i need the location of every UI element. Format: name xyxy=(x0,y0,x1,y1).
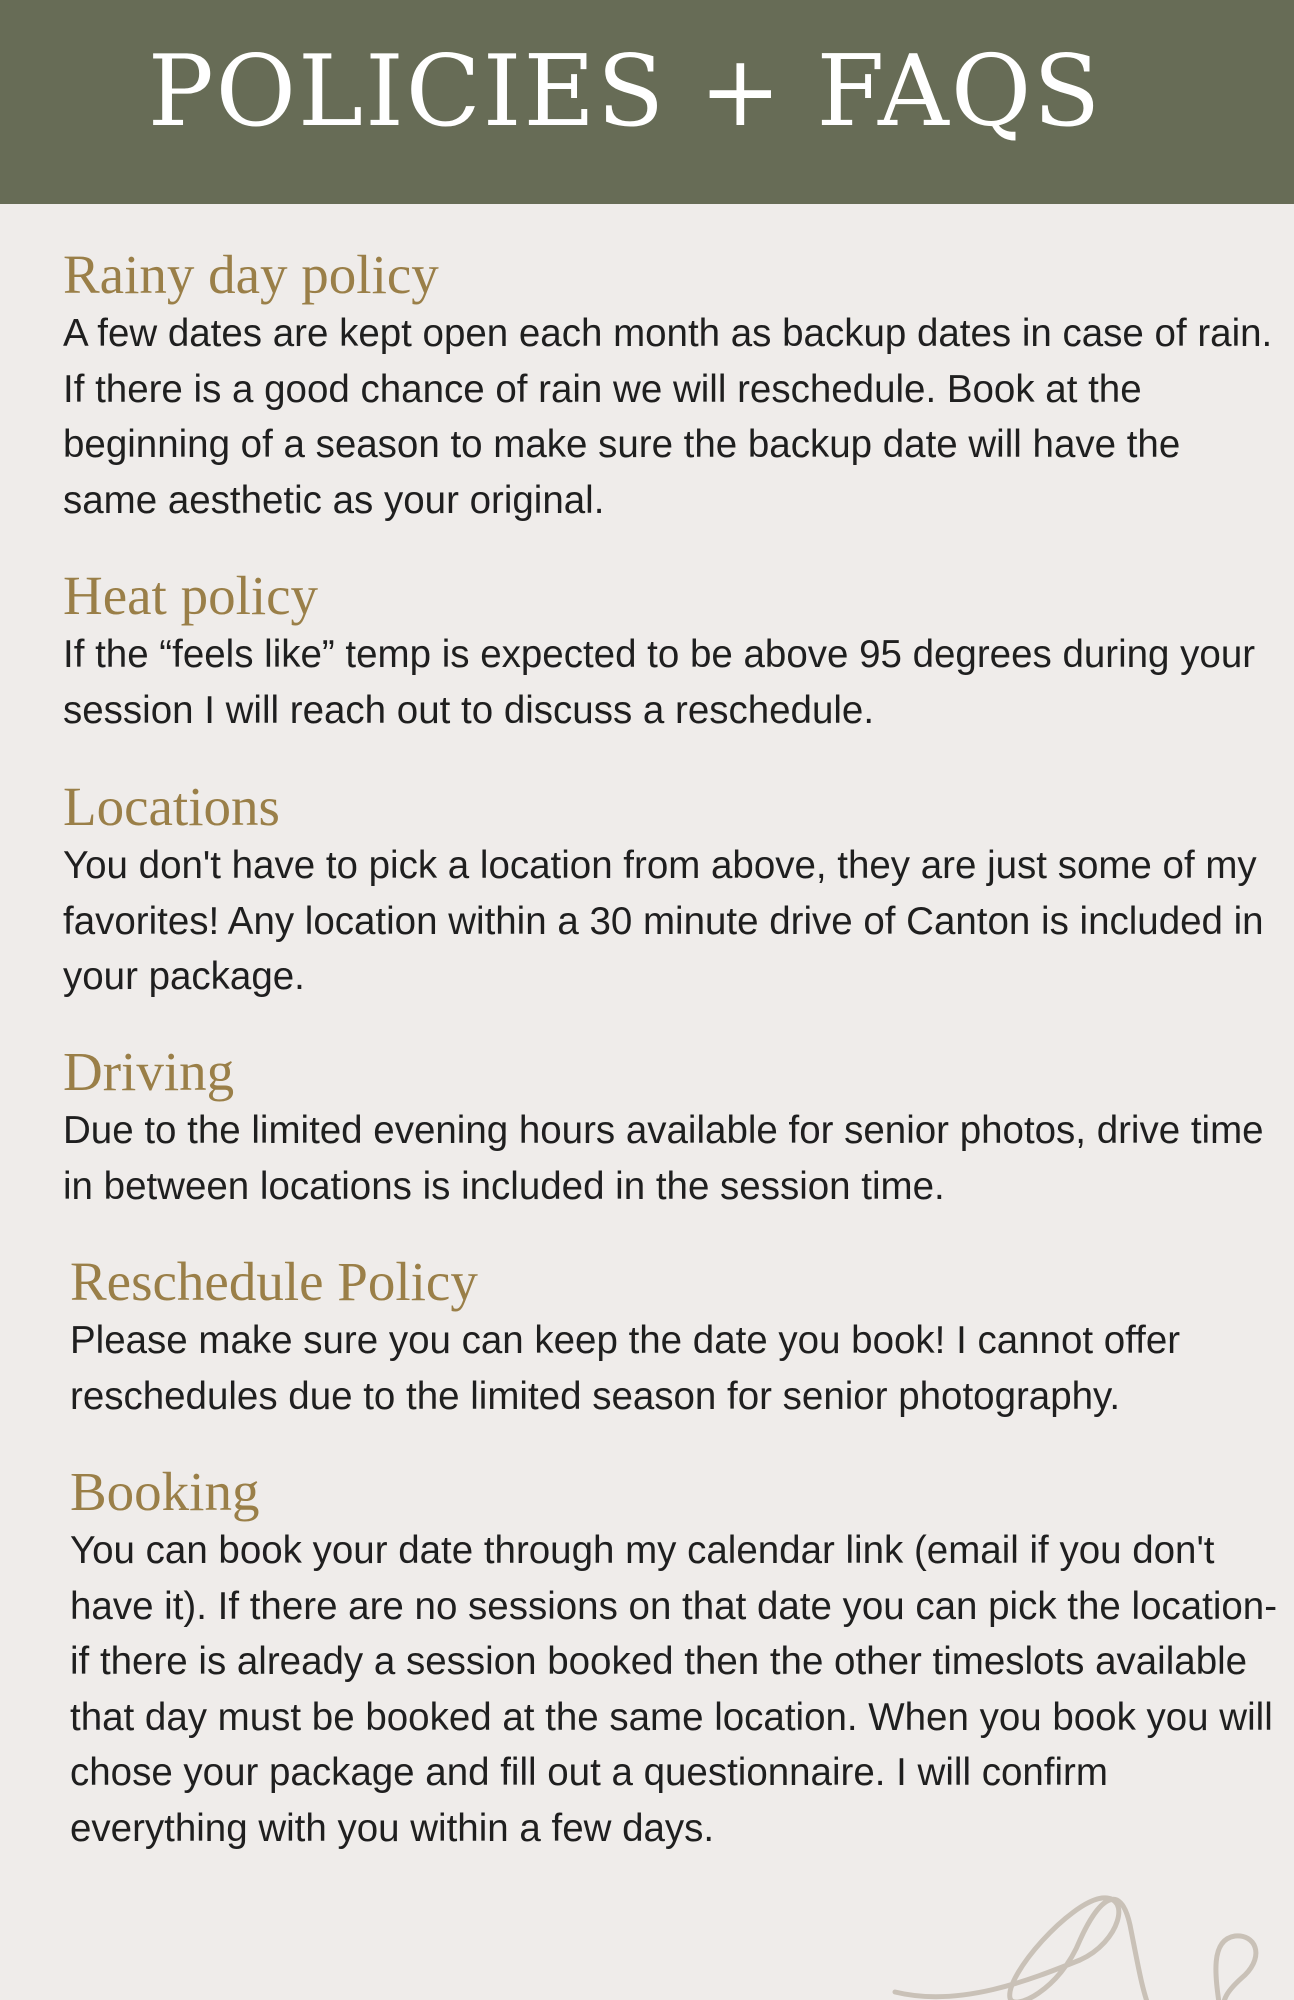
section-heading-driving: Driving xyxy=(63,1041,235,1102)
section-heading-rainy-day-policy: Rainy day policy xyxy=(63,244,439,305)
section-driving xyxy=(63,1041,1273,1214)
section-heading-reschedule-policy: Reschedule Policy xyxy=(70,1251,478,1312)
section-body-booking: You can book your date through my calendar link (email if you don't have it). If there are no sessions on that date you can pick the location- if there is already a session booked then the other timeslots available that day must be booked at the same location. When you book you will chose your package and fill out a questionnaire. I will confirm everything with you within a few days. xyxy=(70,1529,1278,1850)
section-body-driving: Due to the limited evening hours available for senior photos, drive time in between locations is included in the session time. xyxy=(63,1109,1264,1208)
section-body-heat-policy: If the “feels like” temp is expected to be above 95 degrees during your session I will reach out to discuss a reschedule. xyxy=(63,633,1256,732)
section-heading-booking: Booking xyxy=(70,1461,260,1522)
section-rainy-day-policy xyxy=(63,244,1273,528)
section-reschedule-policy xyxy=(70,1251,1280,1424)
section-heat-policy xyxy=(63,565,1273,738)
swirl-flourish-icon xyxy=(880,1880,1294,2000)
section-body-locations: You don't have to pick a location from above, they are just some of my favorites! Any location within a 30 minute drive of Canton is included in your package. xyxy=(63,844,1264,998)
section-heading-locations: Locations xyxy=(63,776,280,837)
section-locations xyxy=(63,776,1273,1005)
section-body-reschedule-policy: Please make sure you can keep the date you book! I cannot offer reschedules due to the limited season for senior photography. xyxy=(70,1319,1181,1418)
page-title: POLICIES + FAQS xyxy=(147,35,1103,149)
section-booking xyxy=(70,1461,1280,1856)
section-body-rainy-day-policy: A few dates are kept open each month as backup dates in case of rain. If there is a good chance of rain we will reschedule. Book at the beginning of a season to make sure the backup date will have the same aesthetic as your original. xyxy=(63,312,1273,522)
header-banner xyxy=(0,0,1294,204)
section-heading-heat-policy: Heat policy xyxy=(63,565,319,626)
